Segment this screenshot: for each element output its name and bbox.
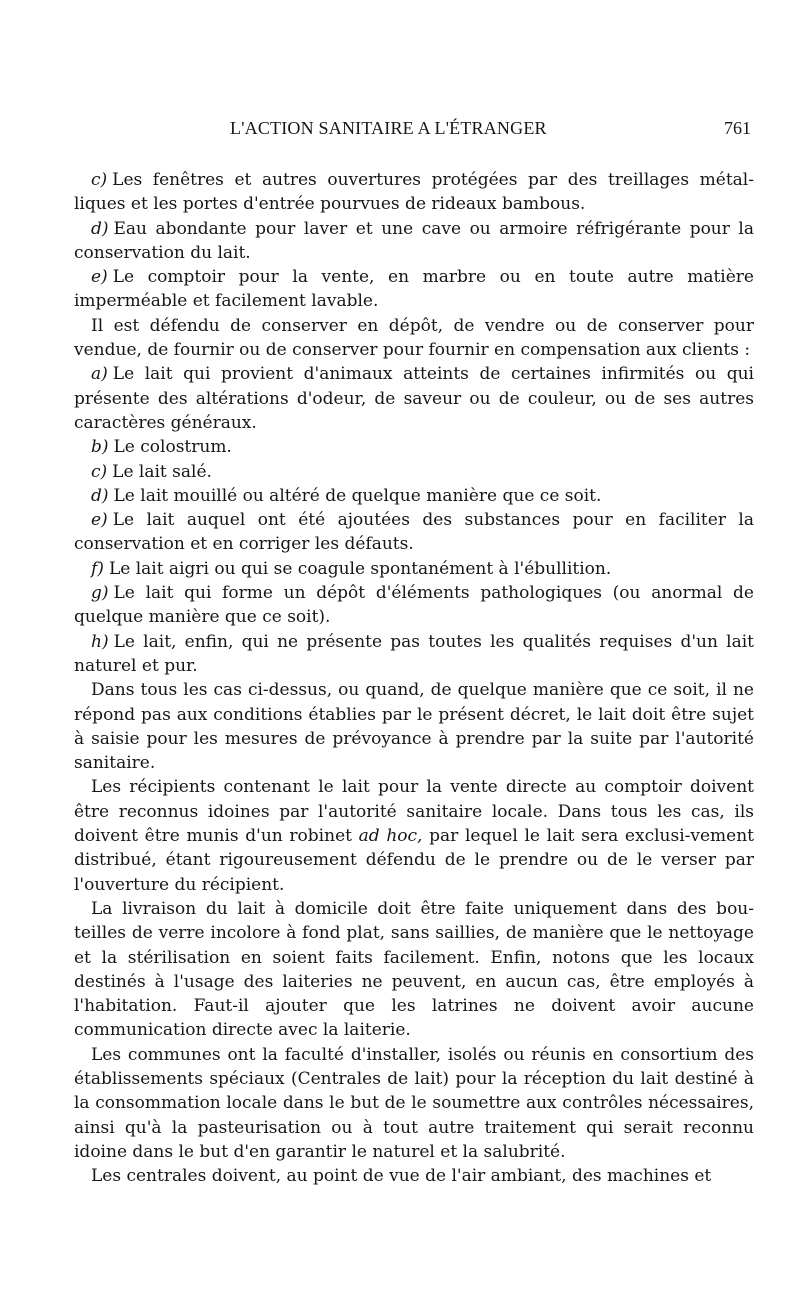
paragraph-e-counter — [74, 265, 754, 314]
paragraph-prohibition — [74, 314, 754, 363]
paragraph-communes — [74, 1043, 754, 1164]
paragraph-h-quality — [74, 630, 754, 679]
paragraph-delivery — [74, 897, 754, 1043]
paragraph-text: Les centrales doivent, au point de vue de l'air ambiant, des machines et — [91, 1166, 712, 1187]
item-letter: e) — [91, 267, 108, 288]
paragraph-seizure — [74, 678, 754, 775]
paragraph-text: La livraison du lait à domicile doit être faite uniquement dans des bou-teilles de verre incolore à fond plat, sans saillies, de manière que le nettoyage et la stérilisation en soient faits facilement. Enfin, notons que les locaux destinés à l'usage des laiteries ne peuvent, en aucun cas, être employés à l'habitation. Faut-il ajouter que les latrines ne doivent avoir aucune communication directe avec la laiterie. — [74, 898, 754, 1041]
paragraph-c-dirty — [74, 460, 754, 484]
paragraph-text: Il est défendu de conserver en dépôt, de vendre ou de conserver pour vendue, de fournir ou de conserver pour fournir en compensation aux clients : — [74, 315, 754, 361]
paragraph-text: par lequel le lait sera exclusi-vement distribué, étant rigoureusement défendu de le prendre ou de le verser par l'ouverture du récipient. — [74, 826, 755, 895]
paragraph-text: Les récipients contenant le lait pour la vente directe au comptoir doivent être reconnus idoines par l'autorité sanitaire locale. Dans tous les cas, ils doivent être munis d'un robinet — [74, 777, 754, 847]
paragraph-b-colostrum — [74, 435, 754, 459]
paragraph-centrales — [74, 1164, 754, 1188]
paragraph-g-deposit — [74, 581, 754, 630]
item-letter: g) — [91, 583, 109, 604]
item-letter: h) — [91, 631, 109, 652]
item-letter: d) — [91, 218, 109, 239]
page-number: 761 — [724, 118, 751, 138]
paragraph-text: Le colostrum. — [113, 437, 232, 458]
paragraph-text: Les communes ont la faculté d'installer, isolés ou réunis en consortium des établissements spéciaux (Centrales de lait) pour la réception du lait destiné à la consommation locale dans le but de le soumettre aux contrôles nécessaires, ainsi qu'à la pasteurisation ou à tout autre traitement qui serait reconnu idoine dans le but d'en garantir le naturel et la salubrité. — [74, 1044, 754, 1162]
item-letter: e) — [91, 510, 108, 531]
paragraph-c-windows — [74, 168, 754, 217]
paragraph-text: Le comptoir pour la vente, en marbre ou en toute autre matière imperméable et facilement lavable. — [74, 267, 754, 312]
item-letter: c) — [91, 461, 108, 482]
item-letter: a) — [91, 364, 108, 385]
paragraph-text: Le lait mouillé ou altéré de quelque manière que ce soit. — [113, 485, 602, 506]
paragraph-text: Les fenêtres et autres ouvertures protégées par des treillages métal-liques et les portes d'entrée pourvues de rideaux bambous. — [74, 170, 754, 215]
paragraph-containers — [74, 775, 754, 896]
paragraph-text: Le lait aigri ou qui se coagule spontanément à l'ébullition. — [108, 558, 612, 579]
item-letter: d) — [91, 485, 109, 506]
paragraph-f-sour — [74, 557, 754, 581]
item-letter: c) — [91, 170, 108, 190]
page-header — [230, 118, 770, 146]
latin-phrase: ad hoc, — [358, 826, 423, 847]
running-title: L'ACTION SANITAIRE A L'ÉTRANGER — [230, 118, 547, 138]
paragraph-a-animals — [74, 362, 754, 435]
paragraph-text: Le lait auquel ont été ajoutées des substances pour en faciliter la conservation et en corriger les défauts. — [74, 510, 754, 555]
paragraph-text: Dans tous les cas ci-dessus, ou quand, de quelque manière que ce soit, il ne répond pas aux conditions établies par le présent décret, le lait doit être sujet à saisie pour les mesures de prévoyance à prendre par la suite par l'autorité sanitaire. — [74, 680, 754, 774]
paragraph-text: Le lait, enfin, qui ne présente pas toutes les qualités requises d'un lait naturel et pur. — [74, 631, 754, 676]
paragraph-text: Le lait salé. — [112, 461, 212, 482]
item-letter: b) — [91, 437, 109, 458]
paragraph-d-water — [74, 217, 754, 266]
paragraph-text: Le lait qui provient d'animaux atteints de certaines infirmités ou qui présente des altérations d'odeur, de saveur ou de couleur, ou de ses autres caractères généraux. — [74, 364, 754, 433]
paragraph-e-additives — [74, 508, 754, 557]
item-letter: f) — [91, 558, 104, 579]
paragraph-text: Eau abondante pour laver et une cave ou armoire réfrigérante pour la conservation du lait. — [74, 218, 754, 263]
paragraph-text: Le lait qui forme un dépôt d'éléments pathologiques (ou anormal de quelque manière que ce soit). — [74, 583, 754, 628]
body-text — [74, 168, 754, 1188]
paragraph-d-watered — [74, 484, 754, 508]
